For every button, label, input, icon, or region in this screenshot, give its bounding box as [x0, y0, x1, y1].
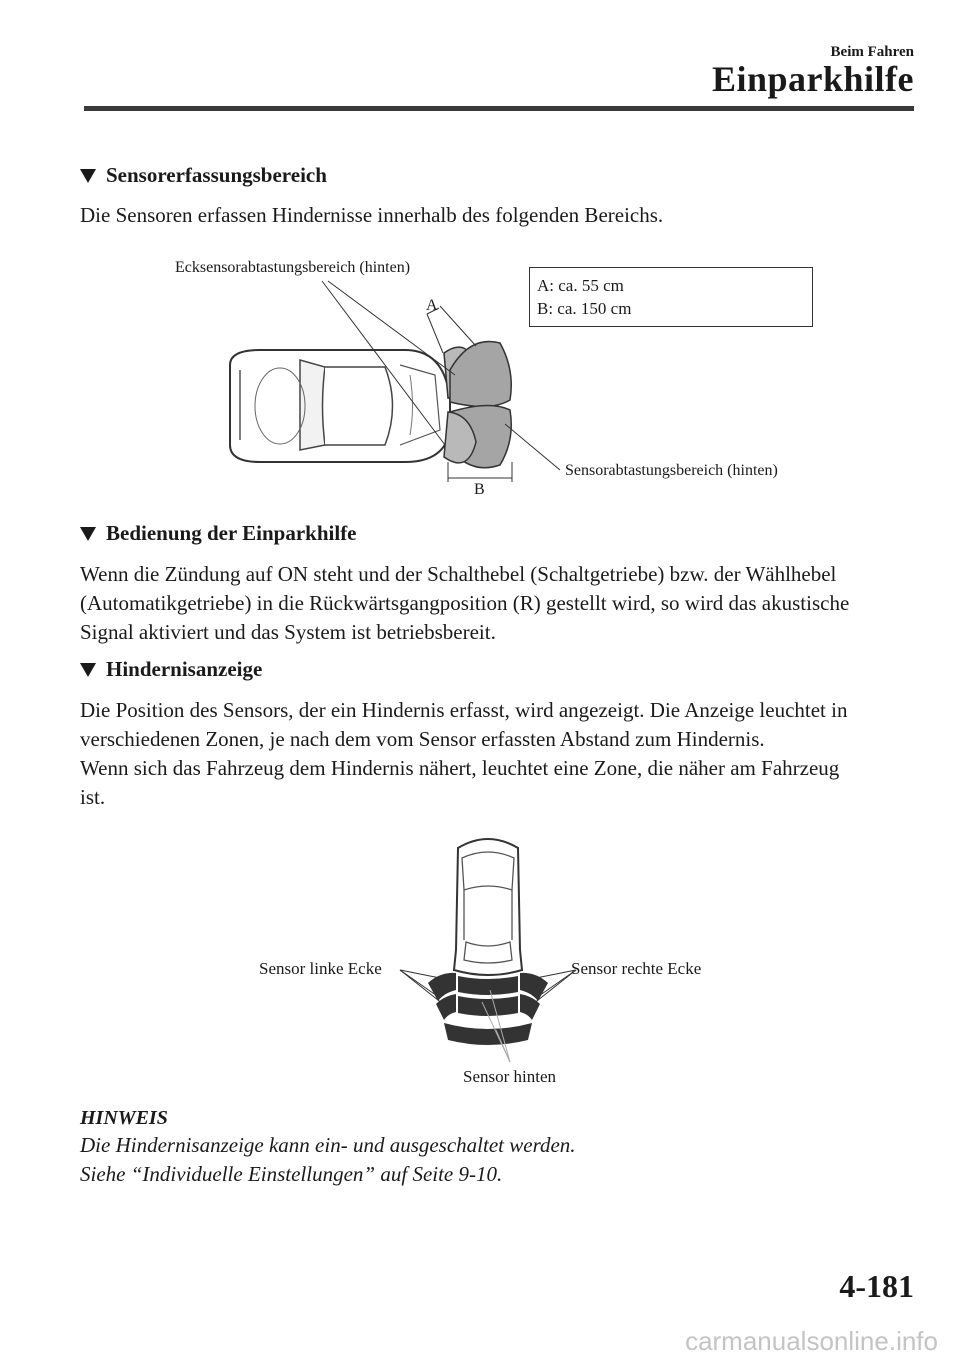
zone-rear-2 [458, 996, 518, 1016]
zone-rear-3 [444, 1023, 532, 1045]
section-heading-text: Bedienung der Einparkhilfe [106, 521, 357, 545]
section-heading-text: Sensorerfassungsbereich [106, 163, 327, 187]
car-windshield [300, 360, 325, 450]
section-text-line: Die Position des Sensors, der ein Hindernis erfasst, wird angezeigt. Die Anzeige leuchtet in [80, 698, 848, 722]
section-text: Die Sensoren erfassen Hindernisse innerhalb des folgenden Bereichs. [80, 203, 664, 227]
rear-sensor-label: Sensorabtastungsbereich (hinten) [565, 462, 778, 479]
rear-sensor-label: Sensor hinten [463, 1067, 557, 1086]
triangle-bullet-icon [80, 527, 96, 541]
section-heading-operation [80, 521, 357, 546]
legend-a: A: ca. 55 cm [537, 276, 624, 295]
dimension-a-label: A [426, 297, 438, 314]
header-rule [84, 106, 914, 111]
section-heading-text: Hindernisanzeige [106, 657, 263, 681]
section-text-line: ist. [80, 785, 106, 809]
corner-sensor-label: Ecksensorabtastungsbereich (hinten) [175, 259, 411, 276]
obstacle-display-diagram [400, 830, 580, 1070]
right-corner-sensor-label: Sensor rechte Ecke [571, 959, 702, 978]
section-heading-sensor-range [80, 163, 327, 188]
note-line: Die Hindernisanzeige kann ein- und ausgeschaltet werden. [80, 1133, 576, 1157]
page-number: 4-181 [839, 1268, 914, 1304]
triangle-bullet-icon [80, 169, 96, 183]
page-title: Einparkhilfe [711, 59, 914, 99]
legend-b: B: ca. 150 cm [537, 299, 632, 318]
left-corner-sensor-label: Sensor linke Ecke [259, 959, 382, 978]
note-line: Siehe “Individuelle Einstellungen” auf Seite 9-10. [80, 1162, 503, 1186]
section-text-line: verschiedenen Zonen, je nach dem vom Sensor erfassten Abstand zum Hindernis. [80, 727, 765, 751]
section-text-line: (Automatikgetriebe) in die Rückwärtsgangposition (R) gestellt wird, so wird das akustische [80, 591, 850, 615]
watermark: carmanualsonline.info [685, 1326, 938, 1356]
section-text-line: Wenn sich das Fahrzeug dem Hindernis nähert, leuchtet eine Zone, die näher am Fahrzeug [80, 756, 840, 780]
dimension-legend [529, 267, 813, 327]
dimension-b-label: B [474, 481, 485, 498]
note-title: HINWEIS [80, 1107, 168, 1129]
section-text-line: Signal aktiviert und das System ist betriebsbereit. [80, 620, 496, 644]
triangle-bullet-icon [80, 663, 96, 677]
section-text-line: Wenn die Zündung auf ON steht und der Schalthebel (Schaltgetriebe) bzw. der Wählhebel [80, 562, 837, 586]
zone-rear-1 [458, 976, 518, 995]
chapter-title: Beim Fahren [830, 44, 914, 60]
section-heading-obstacle-display [80, 657, 262, 682]
car-cabin [325, 367, 393, 445]
